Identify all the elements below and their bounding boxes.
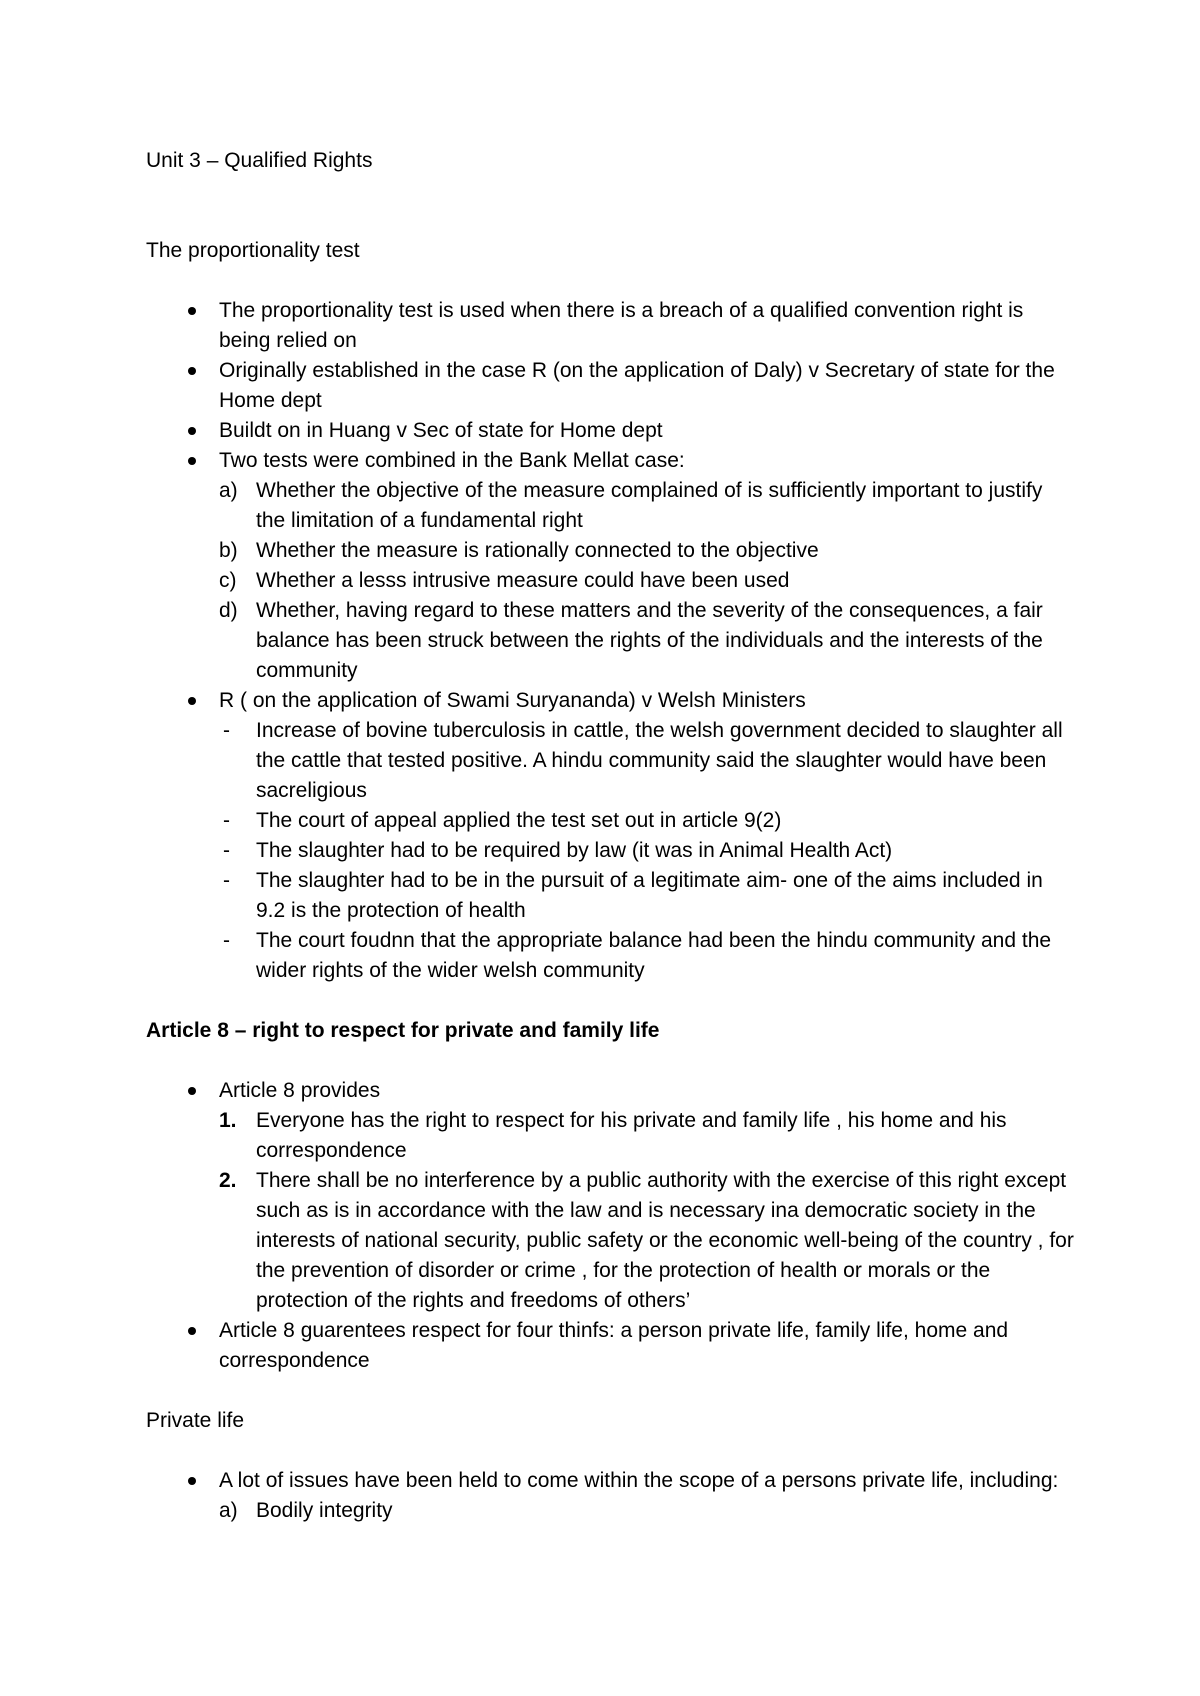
bullet-item: A lot of issues have been held to come within the scope of a persons private life, including: bbox=[146, 1466, 1076, 1496]
suryananda-points-list bbox=[146, 716, 1076, 986]
bullet-text: Two tests were combined in the Bank Mellat case: bbox=[219, 449, 685, 472]
section-heading-article8: Article 8 – right to respect for private and family life bbox=[146, 1019, 660, 1042]
item-text: Increase of bovine tuberculosis in cattle, the welsh government decided to slaughter all the cattle that tested positive. A hindu community said the slaughter would have been sacreligious bbox=[256, 719, 1063, 802]
bullet-item: Article 8 provides bbox=[146, 1076, 1076, 1106]
numbered-item bbox=[146, 1106, 1076, 1166]
private-life-bullet-list bbox=[146, 1466, 1076, 1496]
bullet-item: Buildt on in Huang v Sec of state for Home dept bbox=[146, 416, 1076, 446]
list-marker: 2. bbox=[219, 1169, 237, 1192]
item-text: There shall be no interference by a public authority with the exercise of this right except such as is in accordance with the law and is necessary ina democratic society in the interests of national security, public safety or the economic well-being of the country , for the prevention of disorder or crime , for the protection of health or morals or the protection of the rights and freedoms of others’ bbox=[256, 1169, 1074, 1312]
document-body bbox=[146, 146, 1076, 1526]
bullet-item: Originally established in the case R (on the application of Daly) v Secretary of state for the Home dept bbox=[146, 356, 1076, 416]
section-heading-private-life: Private life bbox=[146, 1409, 245, 1432]
item-text: Whether a lesss intrusive measure could have been used bbox=[256, 569, 790, 592]
lettered-item bbox=[146, 536, 1076, 566]
bullet-item: R ( on the application of Swami Suryananda) v Welsh Ministers bbox=[146, 686, 1076, 716]
list-marker: b) bbox=[219, 539, 238, 562]
document-title: Unit 3 – Qualified Rights bbox=[146, 149, 373, 172]
bullet-item: Article 8 guarentees respect for four thinfs: a person private life, family life, home and correspondence bbox=[146, 1316, 1076, 1376]
numbered-item bbox=[146, 1166, 1076, 1316]
list-marker: a) bbox=[219, 1499, 238, 1522]
dash-item bbox=[146, 716, 1076, 806]
list-marker: c) bbox=[219, 569, 237, 592]
proportionality-bullet-list-cont bbox=[146, 686, 1076, 716]
lettered-item bbox=[146, 566, 1076, 596]
list-marker: d) bbox=[219, 599, 238, 622]
spacer bbox=[146, 986, 1076, 1016]
list-marker: a) bbox=[219, 479, 238, 502]
list-marker: - bbox=[223, 839, 230, 862]
section-heading-proportionality: The proportionality test bbox=[146, 239, 360, 262]
list-marker: 1. bbox=[219, 1109, 237, 1132]
item-text: Whether, having regard to these matters and the severity of the consequences, a fair balance has been struck between the rights of the individuals and the interests of the community bbox=[256, 599, 1043, 682]
lettered-item bbox=[146, 476, 1076, 536]
item-text: Whether the objective of the measure complained of is sufficiently important to justify the limitation of a fundamental right bbox=[256, 479, 1043, 532]
item-text: Bodily integrity bbox=[256, 1499, 393, 1522]
spacer bbox=[146, 1436, 1076, 1466]
list-marker: - bbox=[223, 719, 230, 742]
lettered-item bbox=[146, 1496, 1076, 1526]
dash-item bbox=[146, 836, 1076, 866]
list-marker: - bbox=[223, 809, 230, 832]
dash-item bbox=[146, 926, 1076, 986]
item-text: Whether the measure is rationally connected to the objective bbox=[256, 539, 819, 562]
bullet-item: The proportionality test is used when there is a breach of a qualified convention right is being relied on bbox=[146, 296, 1076, 356]
item-text: The slaughter had to be required by law (it was in Animal Health Act) bbox=[256, 839, 893, 862]
item-text: The slaughter had to be in the pursuit of a legitimate aim- one of the aims included in 9.2 is the protection of health bbox=[256, 869, 1043, 922]
proportionality-bullet-list bbox=[146, 296, 1076, 476]
article8-provisions-list bbox=[146, 1106, 1076, 1316]
bullet-item bbox=[146, 446, 1076, 476]
article8-bullet-list-cont bbox=[146, 1316, 1076, 1376]
spacer bbox=[146, 176, 1076, 236]
list-marker: - bbox=[223, 869, 230, 892]
list-marker: - bbox=[223, 929, 230, 952]
dash-item bbox=[146, 866, 1076, 926]
dash-item bbox=[146, 806, 1076, 836]
lettered-item bbox=[146, 596, 1076, 686]
mellat-tests-list bbox=[146, 476, 1076, 686]
item-text: Everyone has the right to respect for his private and family life , his home and his correspondence bbox=[256, 1109, 1007, 1162]
spacer bbox=[146, 1046, 1076, 1076]
item-text: The court of appeal applied the test set out in article 9(2) bbox=[256, 809, 782, 832]
private-life-items-list bbox=[146, 1496, 1076, 1526]
spacer bbox=[146, 1376, 1076, 1406]
article8-bullet-list bbox=[146, 1076, 1076, 1106]
spacer bbox=[146, 266, 1076, 296]
item-text: The court foudnn that the appropriate balance had been the hindu community and the wider rights of the wider welsh community bbox=[256, 929, 1052, 982]
